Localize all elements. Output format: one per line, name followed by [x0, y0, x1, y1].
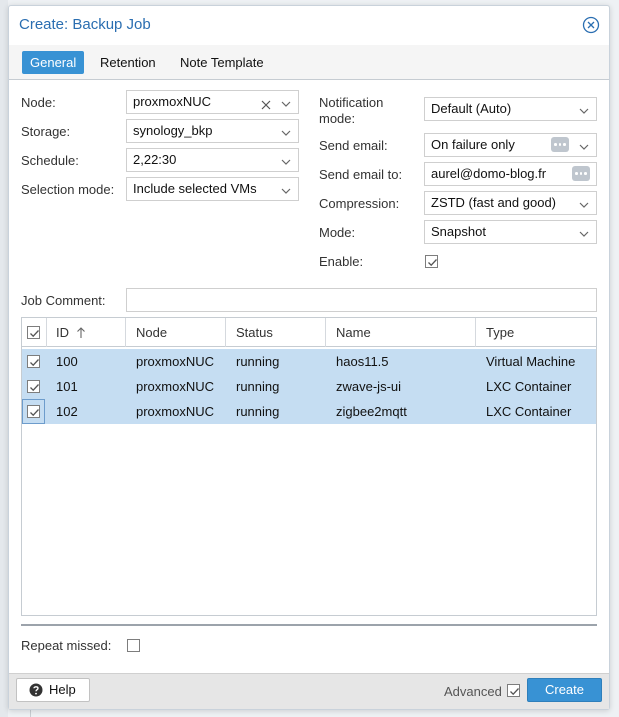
- cell-type: LXC Container: [486, 379, 572, 394]
- column-separator: [475, 318, 476, 347]
- chevron-down-icon[interactable]: [578, 138, 590, 150]
- enable-label: Enable:: [319, 254, 364, 269]
- notification-mode-combobox[interactable]: [424, 97, 597, 121]
- cell-status: running: [236, 404, 280, 419]
- cell-name: haos11.5: [336, 354, 389, 369]
- column-separator: [325, 318, 326, 347]
- cell-id: 101: [56, 379, 78, 394]
- chevron-down-icon[interactable]: [280, 124, 292, 136]
- background-strip: [0, 0, 8, 717]
- cell-node: proxmoxNUC: [136, 354, 215, 369]
- send-email-value: On failure only: [431, 137, 515, 152]
- row-checkbox[interactable]: [27, 355, 40, 368]
- job-comment-input[interactable]: [126, 288, 597, 312]
- cell-type: LXC Container: [486, 404, 572, 419]
- schedule-label: Schedule:: [21, 153, 79, 168]
- checkmark-icon: [28, 356, 41, 369]
- more-options-icon[interactable]: [551, 137, 569, 152]
- cell-name: zigbee2mqtt: [336, 404, 407, 419]
- column-separator: [225, 318, 226, 347]
- column-header-id-label: ID: [56, 325, 69, 340]
- sort-ascending-icon: [76, 326, 86, 339]
- column-header-status[interactable]: Status: [236, 325, 273, 340]
- notification-mode-label-line1: Notification: [319, 95, 384, 110]
- compression-value: ZSTD (fast and good): [431, 195, 556, 210]
- cell-id: 100: [56, 354, 78, 369]
- repeat-missed-label: Repeat missed:: [21, 638, 112, 653]
- notification-mode-value: Default (Auto): [431, 101, 512, 116]
- chevron-down-icon[interactable]: [578, 225, 590, 237]
- advanced-checkbox[interactable]: [507, 684, 520, 697]
- selection-mode-value: Include selected VMs: [133, 181, 257, 196]
- storage-label: Storage:: [21, 124, 71, 139]
- mode-combobox[interactable]: [424, 220, 597, 244]
- help-button[interactable]: [16, 678, 90, 702]
- tab-general[interactable]: General: [22, 51, 84, 74]
- chevron-down-icon[interactable]: [280, 153, 292, 165]
- cell-status: running: [236, 354, 280, 369]
- clear-icon[interactable]: [260, 96, 272, 108]
- mode-value: Snapshot: [431, 224, 486, 239]
- node-label: Node:: [21, 95, 56, 110]
- column-separator: [46, 318, 47, 347]
- node-value: proxmoxNUC: [133, 94, 212, 109]
- more-options-icon[interactable]: [572, 166, 590, 181]
- storage-value: synology_bkp: [133, 123, 213, 138]
- tab-note-template[interactable]: Note Template: [180, 55, 264, 70]
- chevron-down-icon[interactable]: [578, 102, 590, 114]
- section-divider: [21, 624, 597, 626]
- send-email-to-input[interactable]: [424, 162, 597, 186]
- cell-node: proxmoxNUC: [136, 379, 215, 394]
- checkmark-icon: [508, 685, 521, 698]
- repeat-missed-checkbox[interactable]: [127, 639, 140, 652]
- enable-checkbox[interactable]: [425, 255, 438, 268]
- checkmark-icon: [28, 381, 41, 394]
- background-divider: [30, 710, 31, 717]
- checkmark-icon: [28, 327, 41, 340]
- dialog-title: Create: Backup Job: [19, 16, 151, 33]
- send-email-label: Send email:: [319, 138, 388, 153]
- mode-label: Mode:: [319, 225, 356, 240]
- notification-mode-label-line2: mode:: [319, 111, 356, 126]
- storage-combobox[interactable]: [126, 119, 299, 143]
- column-header-type[interactable]: Type: [486, 325, 515, 340]
- selection-mode-combobox[interactable]: [126, 177, 299, 201]
- select-all-checkbox[interactable]: [27, 326, 40, 339]
- schedule-combobox[interactable]: [126, 148, 299, 172]
- chevron-down-icon[interactable]: [280, 95, 292, 107]
- send-email-combobox[interactable]: [424, 133, 597, 157]
- schedule-value: 2,22:30: [133, 152, 177, 167]
- chevron-down-icon[interactable]: [578, 196, 590, 208]
- cell-id: 102: [56, 404, 78, 419]
- cell-node: proxmoxNUC: [136, 404, 215, 419]
- tab-retention[interactable]: Retention: [100, 55, 156, 70]
- advanced-label: Advanced: [444, 684, 502, 699]
- create-button[interactable]: Create: [527, 678, 602, 702]
- node-combobox[interactable]: [126, 90, 299, 114]
- cell-status: running: [236, 379, 280, 394]
- checkmark-icon: [426, 256, 439, 269]
- question-circle-icon: [29, 683, 43, 697]
- column-header-node[interactable]: Node: [136, 325, 168, 340]
- row-checkbox[interactable]: [27, 405, 40, 418]
- job-comment-label: Job Comment:: [21, 293, 106, 308]
- help-button-label: Help: [49, 682, 76, 697]
- checkmark-icon: [28, 406, 41, 419]
- send-email-to-label: Send email to:: [319, 167, 403, 182]
- compression-label: Compression:: [319, 196, 400, 211]
- cell-type: Virtual Machine: [486, 354, 576, 369]
- close-icon[interactable]: [582, 16, 600, 34]
- send-email-to-value: aurel@domo-blog.fr: [431, 166, 547, 181]
- compression-combobox[interactable]: [424, 191, 597, 215]
- column-header-id[interactable]: [56, 318, 86, 347]
- chevron-down-icon[interactable]: [280, 182, 292, 194]
- column-header-name[interactable]: Name: [336, 325, 371, 340]
- column-separator: [125, 318, 126, 347]
- selection-mode-label: Selection mode:: [21, 182, 115, 197]
- row-checkbox[interactable]: [27, 380, 40, 393]
- cell-name: zwave-js-ui: [336, 379, 402, 394]
